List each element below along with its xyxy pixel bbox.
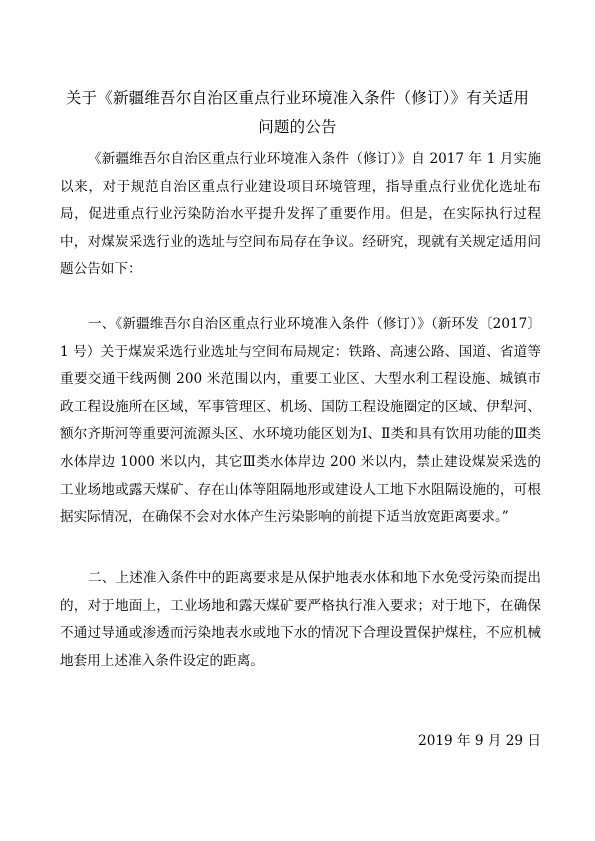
paragraph-item-2: 二、上述准入条件中的距离要求是从保护地表水体和地下水免受污染而提出的，对于地面上，工业场地和露天煤矿要严格执行准入要求；对于地下，在确保不通过导通或渗透而污染地表水或地下水的情况下合理设置保护煤柱，不应机械地套用上述准入条件设定的距离。 (60, 570, 541, 669)
title-line-2: 问题的公告 (258, 118, 337, 136)
paragraph-item-1: 一、《新疆维吾尔自治区重点行业环境准入条件（修订）》（新环发〔2017〕1 号）关于煤炭采选行业选址与空间布局规定：铁路、高速公路、国道、省道等重要交通干线两侧 200 米范围以内，重要工业区、大型水利工程设施、城镇市政工程设施所在区域，军事管理区、机场、国防工程设施圈定的区域、伊犁河、额尔齐斯河等重要河流源头区、水环境功能区划为Ⅰ、Ⅱ类和具有饮用功能的Ⅲ类水体岸边 1000 米以内，其它Ⅲ类水体岸边 200 米以内，禁止建设煤炭采选的工业场地或露天煤矿、存在山体等阻隔地形或建设人工地下水阻隔设施的，可根据实际情况，在确保不会对水体产生污染影响的前提下适当放宽距离要求。” (60, 316, 541, 526)
document-date: 2019 年 9 月 29 日 (418, 733, 541, 749)
title-line-1: 关于《新疆维吾尔自治区重点行业环境准入条件（修订）》有关适用 (65, 89, 530, 107)
paragraph-intro: 《新疆维吾尔自治区重点行业环境准入条件（修订）》自 2017 年 1 月实施以来，对于规范自治区重点行业建设项目环境管理，指导重点行业优化选址布局，促进重点行业污染防治水平提升发挥了重要作用。但是，在实际执行过程中，对煤炭采选行业的选址与空间布局存在争议。经研究，现就有关规定适用问题公告如下： (60, 151, 541, 278)
document-title (60, 84, 535, 142)
